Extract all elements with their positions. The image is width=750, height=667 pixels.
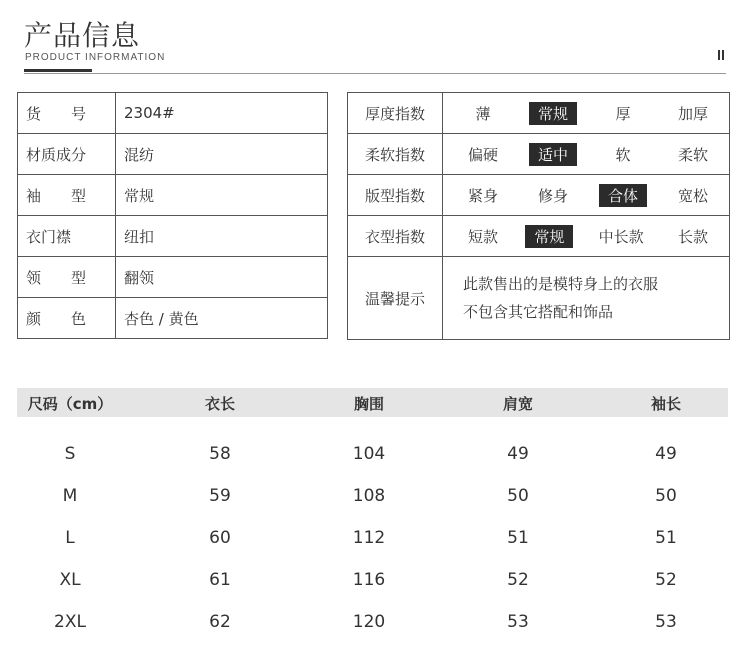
detail-row xyxy=(18,134,328,175)
index-option: 宽松 xyxy=(677,186,708,205)
detail-row xyxy=(18,216,328,257)
size-cell: 51 xyxy=(507,528,529,548)
size-row xyxy=(17,608,728,638)
detail-label: 货 号 xyxy=(18,93,116,134)
size-cell: XL xyxy=(59,570,81,590)
size-cell: 58 xyxy=(209,444,231,464)
index-options xyxy=(443,216,730,257)
index-options xyxy=(443,134,730,175)
index-row xyxy=(348,134,730,175)
detail-value: 翻领 xyxy=(116,257,328,298)
index-option: 中长款 xyxy=(598,227,644,246)
detail-label: 袖 型 xyxy=(18,175,116,216)
size-cell: 116 xyxy=(352,570,386,590)
page-subtitle: PRODUCT INFORMATION xyxy=(25,52,166,63)
size-cell: 49 xyxy=(507,444,529,464)
size-cell: 62 xyxy=(209,612,231,632)
size-cell: 120 xyxy=(352,612,386,632)
index-option-selected: 常规 xyxy=(525,225,573,248)
size-row xyxy=(17,524,728,554)
index-label: 厚度指数 xyxy=(348,93,443,134)
index-option: 厚 xyxy=(615,104,631,123)
detail-row xyxy=(18,257,328,298)
index-option: 偏硬 xyxy=(467,145,498,164)
detail-label: 领 型 xyxy=(18,257,116,298)
tip-line: 不包含其它搭配和饰品 xyxy=(463,303,614,321)
detail-label: 衣门襟 xyxy=(18,216,116,257)
tip-line: 此款售出的是模特身上的衣服 xyxy=(463,275,659,293)
page-title: 产品信息 xyxy=(24,19,141,52)
detail-value: 混纺 xyxy=(116,134,328,175)
index-option: 修身 xyxy=(537,186,568,205)
index-options xyxy=(443,93,730,134)
size-cell: L xyxy=(65,528,75,548)
detail-row xyxy=(18,175,328,216)
index-row xyxy=(348,175,730,216)
size-cell: 50 xyxy=(507,486,529,506)
size-header-size: 尺码（cm） xyxy=(27,395,113,413)
tip-text xyxy=(443,257,730,340)
index-label: 柔软指数 xyxy=(348,134,443,175)
size-cell: 2XL xyxy=(54,612,86,632)
index-row xyxy=(348,216,730,257)
product-index-table xyxy=(347,92,730,340)
detail-row xyxy=(18,298,328,339)
index-option-selected: 适中 xyxy=(529,143,577,166)
product-details-table xyxy=(17,92,328,339)
size-cell: 50 xyxy=(655,486,677,506)
index-option: 加厚 xyxy=(677,104,708,123)
detail-value: 杏色 / 黄色 xyxy=(116,298,328,339)
detail-label: 材质成分 xyxy=(18,134,116,175)
size-cell: 49 xyxy=(655,444,677,464)
detail-value: 纽扣 xyxy=(116,216,328,257)
size-row xyxy=(17,566,728,596)
size-row xyxy=(17,440,728,470)
size-header-length: 衣长 xyxy=(204,395,235,413)
index-option: 紧身 xyxy=(467,186,498,205)
size-header-chest: 胸围 xyxy=(353,395,384,413)
size-header-sleeve: 袖长 xyxy=(650,395,681,413)
header-divider xyxy=(24,73,726,74)
size-cell: 52 xyxy=(655,570,677,590)
size-cell: 108 xyxy=(352,486,386,506)
size-cell: 53 xyxy=(655,612,677,632)
pause-icon xyxy=(718,50,724,60)
size-table-header xyxy=(17,388,728,417)
size-cell: 104 xyxy=(352,444,386,464)
index-row xyxy=(348,93,730,134)
size-cell: 61 xyxy=(209,570,231,590)
detail-label: 颜 色 xyxy=(18,298,116,339)
size-cell: 59 xyxy=(209,486,231,506)
size-cell: 53 xyxy=(507,612,529,632)
tip-label: 温馨提示 xyxy=(348,257,443,340)
size-cell: 51 xyxy=(655,528,677,548)
size-cell: 60 xyxy=(209,528,231,548)
size-cell: S xyxy=(64,444,76,464)
index-options xyxy=(443,175,730,216)
detail-value: 常规 xyxy=(116,175,328,216)
index-option: 长款 xyxy=(677,227,708,246)
detail-value: 2304# xyxy=(116,93,328,134)
index-option: 薄 xyxy=(475,104,491,123)
title-underline-bar xyxy=(24,69,92,72)
size-cell: 112 xyxy=(352,528,386,548)
index-label: 衣型指数 xyxy=(348,216,443,257)
size-cell: M xyxy=(62,486,78,506)
index-option: 短款 xyxy=(467,227,498,246)
size-header-shoulder: 肩宽 xyxy=(502,395,533,413)
detail-row xyxy=(18,93,328,134)
index-label: 版型指数 xyxy=(348,175,443,216)
size-row xyxy=(17,482,728,512)
index-option: 柔软 xyxy=(677,145,708,164)
index-option-selected: 合体 xyxy=(599,184,647,207)
index-option: 软 xyxy=(615,145,631,164)
size-cell: 52 xyxy=(507,570,529,590)
tip-row xyxy=(348,257,730,340)
index-option-selected: 常规 xyxy=(529,102,577,125)
